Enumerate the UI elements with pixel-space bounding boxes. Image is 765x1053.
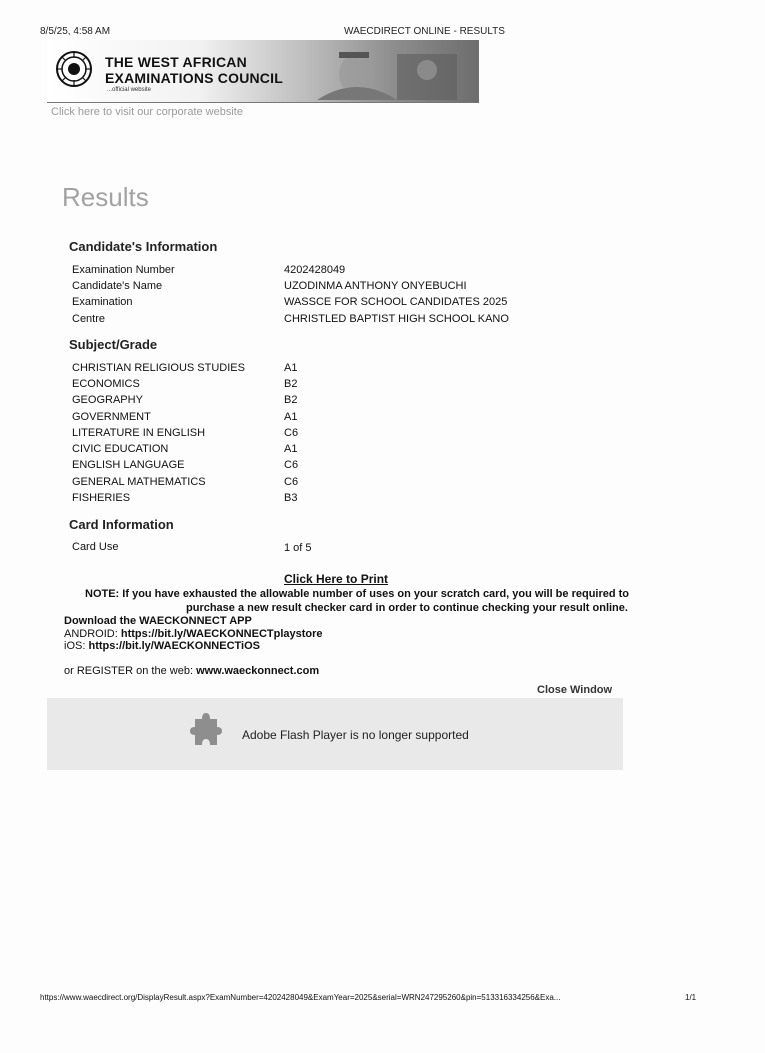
candidate-value: WASSCE FOR SCHOOL CANDIDATES 2025	[284, 296, 508, 308]
subject-grade: A1	[284, 362, 298, 374]
subject-grade-heading: Subject/Grade	[69, 337, 158, 352]
page-title: Results	[62, 182, 149, 212]
subject-name: FISHERIES	[72, 492, 131, 504]
note-text-line2: purchase a new result checker card in order to continue checking your result online.	[186, 602, 628, 614]
plugin-puzzle-icon	[189, 711, 223, 751]
flash-message: Adobe Flash Player is no longer supported	[242, 728, 469, 742]
corporate-website-link[interactable]: Click here to visit our corporate website	[51, 106, 243, 118]
note-text-line1: If you have exhausted the allowable number of uses on your scratch card, you will be required to	[122, 588, 630, 600]
subject-name: CIVIC EDUCATION	[72, 443, 169, 455]
subject-grade: C6	[284, 476, 299, 488]
android-link[interactable]: https://bit.ly/WAECKONNECTplaystore	[120, 628, 323, 640]
subject-name: ENGLISH LANGUAGE	[72, 459, 185, 471]
subject-grade: C6	[284, 427, 299, 439]
subject-grade: C6	[284, 459, 299, 471]
flash-placeholder	[47, 698, 623, 770]
card-info-heading: Card Information	[69, 517, 174, 532]
ios-label: iOS:	[64, 640, 86, 652]
print-page-number: 1/1	[685, 993, 697, 1002]
subject-grade: A1	[284, 411, 298, 423]
card-use-value: 1 of 5	[284, 542, 312, 554]
org-name-line2: EXAMINATIONS COUNCIL	[105, 70, 283, 86]
subject-name: GEOGRAPHY	[72, 394, 143, 406]
banner-tagline: ...official website	[107, 87, 151, 93]
print-link[interactable]: Click Here to Print	[284, 572, 389, 586]
ios-link[interactable]: https://bit.ly/WAECKONNECTiOS	[88, 640, 260, 652]
org-name-line1: THE WEST AFRICAN	[105, 54, 247, 70]
subject-grade: B3	[284, 492, 298, 504]
subject-name: GOVERNMENT	[72, 411, 151, 423]
candidate-label: Examination Number	[72, 264, 175, 276]
print-page-title: WAECDIRECT ONLINE - RESULTS	[344, 26, 505, 37]
register-link[interactable]: www.waeckonnect.com	[196, 665, 320, 677]
register-text: or REGISTER on the web:	[64, 665, 193, 677]
android-line	[64, 628, 323, 640]
subject-name: GENERAL MATHEMATICS	[72, 476, 206, 488]
close-window-link[interactable]: Close Window	[537, 684, 613, 696]
app-download-title: Download the WAECKONNECT APP	[64, 615, 252, 627]
subject-name: LITERATURE IN ENGLISH	[72, 427, 206, 439]
print-datetime: 8/5/25, 4:58 AM	[40, 26, 111, 37]
candidate-label: Examination	[72, 296, 133, 308]
subject-grade: B2	[284, 378, 298, 390]
subject-name: ECONOMICS	[72, 378, 140, 390]
register-line	[64, 665, 319, 677]
android-label: ANDROID:	[64, 628, 118, 640]
candidate-value: CHRISTLED BAPTIST HIGH SCHOOL KANO	[284, 313, 509, 325]
subject-grade: B2	[284, 394, 298, 406]
note-prefix: NOTE:	[85, 588, 120, 600]
subject-grade: A1	[284, 443, 298, 455]
waec-banner[interactable]	[47, 40, 479, 103]
waec-seal-icon	[55, 50, 93, 88]
candidate-label: Candidate's Name	[72, 280, 163, 292]
candidate-value: 4202428049	[284, 264, 346, 276]
candidate-label: Centre	[72, 313, 106, 325]
card-use-label: Card Use	[72, 541, 119, 553]
graduate-photo-icon	[277, 44, 477, 100]
subject-name: CHRISTIAN RELIGIOUS STUDIES	[72, 362, 245, 374]
ios-line	[64, 640, 260, 652]
print-footer-url: https://www.waecdirect.org/DisplayResult.aspx?ExamNumber=4202428049&ExamYear=2025&serial=WRN247295260&pin=513316334256&Exa...	[40, 993, 561, 1002]
note-line1	[85, 588, 629, 600]
candidate-value: UZODINMA ANTHONY ONYEBUCHI	[284, 280, 467, 292]
candidate-info-heading: Candidate's Information	[69, 239, 218, 254]
